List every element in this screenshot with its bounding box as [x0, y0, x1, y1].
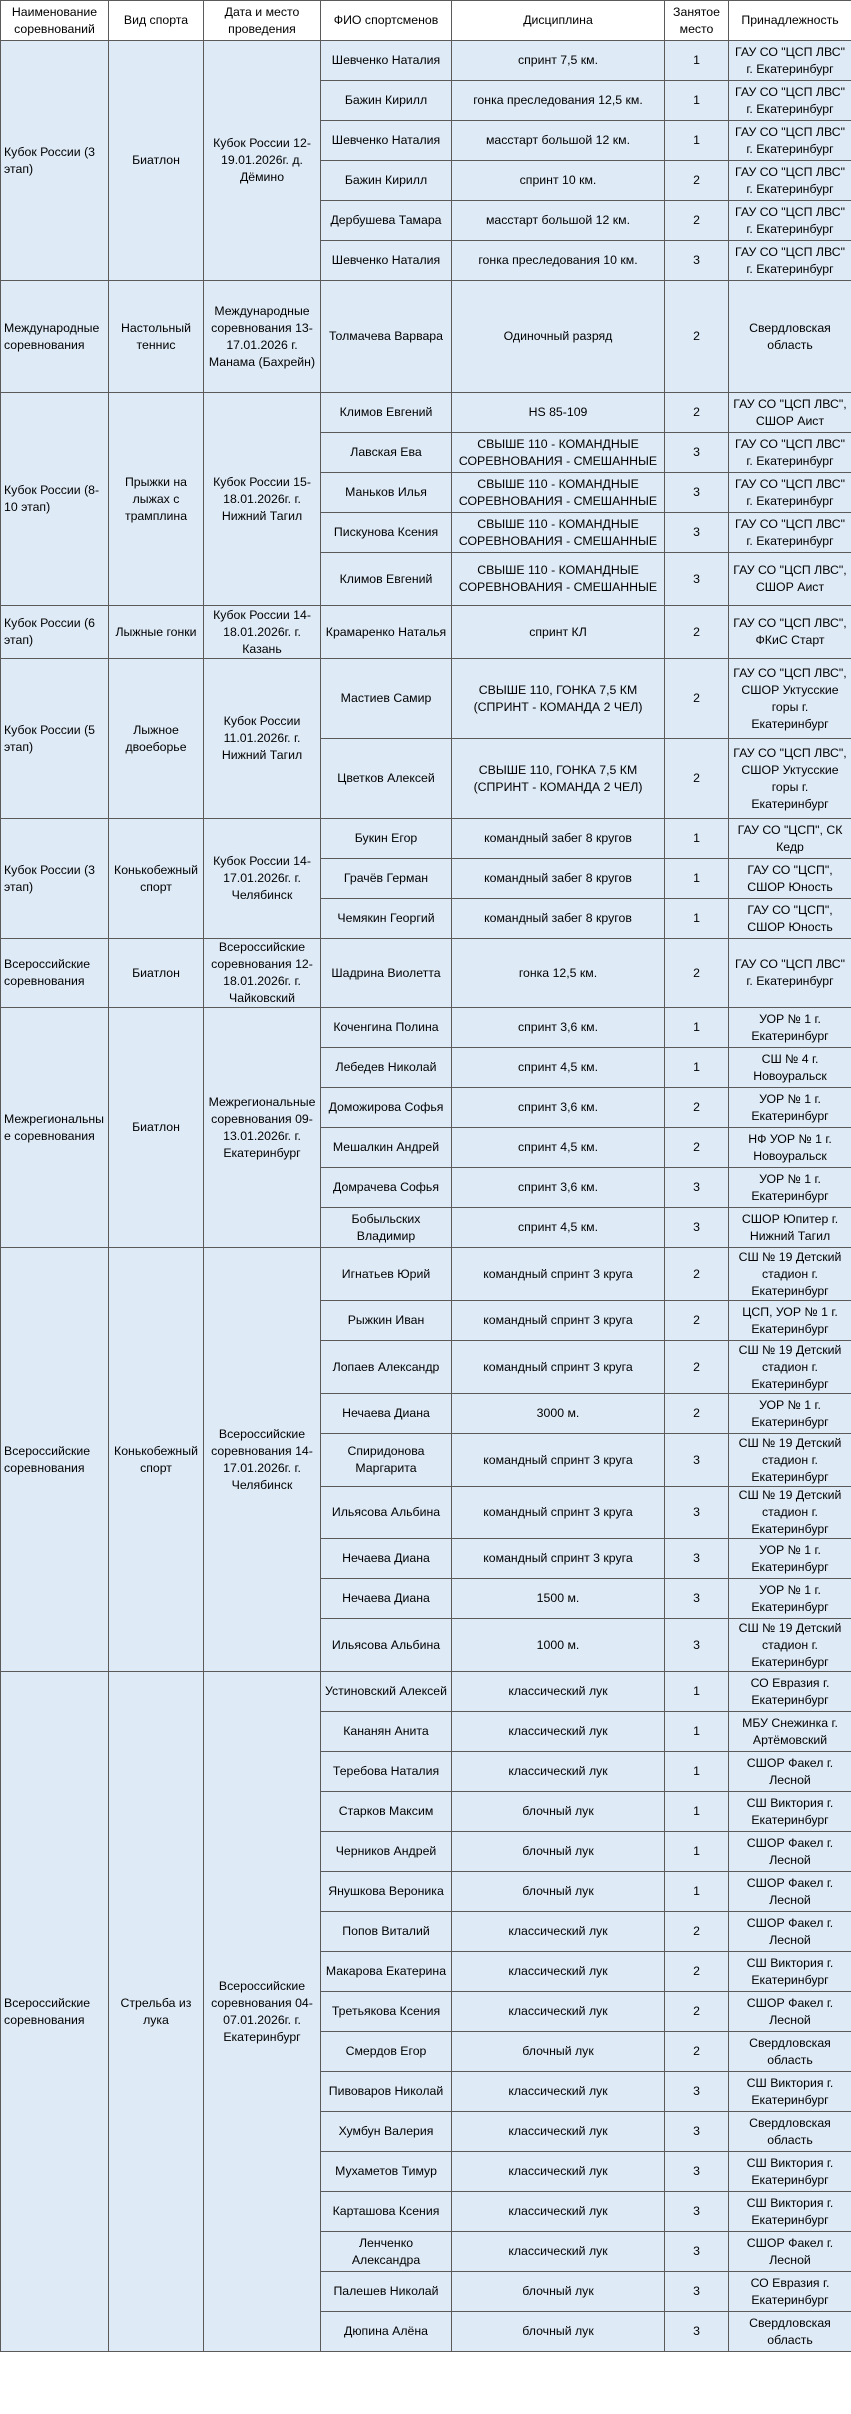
table-row: [1, 1672, 851, 1712]
place-cell: 1: [665, 121, 729, 161]
discipline-cell: гонка преследования 10 км.: [452, 241, 665, 281]
table-row: [1, 1248, 851, 1301]
place-cell: 2: [665, 606, 729, 659]
competition-cell: Всероссийские соревнования: [1, 1672, 109, 2352]
place-cell: 2: [665, 393, 729, 433]
discipline-cell: спринт 7,5 км.: [452, 41, 665, 81]
discipline-cell: командный забег 8 кругов: [452, 819, 665, 859]
athlete-cell: Янушкова Вероника: [321, 1872, 452, 1912]
athlete-cell: Кананян Анита: [321, 1712, 452, 1752]
place-cell: 3: [665, 241, 729, 281]
discipline-cell: СВЫШЕ 110 - КОМАНДНЫЕ СОРЕВНОВАНИЯ - СМЕШАННЫЕ: [452, 433, 665, 473]
organization-cell: ЦСП, УОР № 1 г. Екатеринбург: [729, 1301, 851, 1341]
athlete-cell: Ленченко Александра: [321, 2232, 452, 2272]
discipline-cell: командный забег 8 кругов: [452, 899, 665, 939]
organization-cell: СШ № 19 Детский стадион г. Екатеринбург: [729, 1434, 851, 1487]
organization-cell: МБУ Снежинка г. Артёмовский: [729, 1712, 851, 1752]
place-cell: 2: [665, 1341, 729, 1394]
athlete-cell: Нечаева Диана: [321, 1579, 452, 1619]
discipline-cell: СВЫШЕ 110, ГОНКА 7,5 КМ (СПРИНТ - КОМАНДА 2 ЧЕЛ): [452, 739, 665, 819]
place-cell: 2: [665, 2032, 729, 2072]
competition-cell: Кубок России (3 этап): [1, 41, 109, 281]
organization-cell: СШОР Факел г. Лесной: [729, 2232, 851, 2272]
sport-cell: Конькобежный спорт: [109, 1248, 204, 1672]
organization-cell: УОР № 1 г. Екатеринбург: [729, 1539, 851, 1579]
place-cell: 3: [665, 2112, 729, 2152]
organization-cell: СШ № 19 Детский стадион г. Екатеринбург: [729, 1248, 851, 1301]
place-cell: 3: [665, 1434, 729, 1487]
sport-cell: Настольный теннис: [109, 281, 204, 393]
place-cell: 3: [665, 2072, 729, 2112]
organization-cell: СШ Виктория г. Екатеринбург: [729, 2152, 851, 2192]
organization-cell: СШОР Факел г. Лесной: [729, 1872, 851, 1912]
discipline-cell: классический лук: [452, 1912, 665, 1952]
header-athlete: ФИО спортсменов: [321, 1, 452, 41]
athlete-cell: Цветков Алексей: [321, 739, 452, 819]
table-row: [1, 819, 851, 859]
sport-cell: Лыжные гонки: [109, 606, 204, 659]
dates-cell: Всероссийские соревнования 12-18.01.2026г. г. Чайковский: [204, 939, 321, 1008]
discipline-cell: спринт КЛ: [452, 606, 665, 659]
competition-cell: Международные соревнования: [1, 281, 109, 393]
athlete-cell: Черников Андрей: [321, 1832, 452, 1872]
athlete-cell: Пискунова Ксения: [321, 513, 452, 553]
athlete-cell: Мухаметов Тимур: [321, 2152, 452, 2192]
competition-cell: Кубок России (8-10 этап): [1, 393, 109, 606]
organization-cell: ГАУ СО "ЦСП ЛВС" г. Екатеринбург: [729, 201, 851, 241]
organization-cell: СШ Виктория г. Екатеринбург: [729, 2072, 851, 2112]
place-cell: 3: [665, 433, 729, 473]
place-cell: 2: [665, 739, 729, 819]
athlete-cell: Третьякова Ксения: [321, 1992, 452, 2032]
organization-cell: СШ Виктория г. Екатеринбург: [729, 2192, 851, 2232]
place-cell: 3: [665, 2272, 729, 2312]
place-cell: 2: [665, 659, 729, 739]
header-sport: Вид спорта: [109, 1, 204, 41]
discipline-cell: классический лук: [452, 2192, 665, 2232]
athlete-cell: Дербушева Тамара: [321, 201, 452, 241]
sport-cell: Биатлон: [109, 41, 204, 281]
athlete-cell: Бобыльских Владимир: [321, 1208, 452, 1248]
place-cell: 2: [665, 161, 729, 201]
place-cell: 1: [665, 1672, 729, 1712]
athlete-cell: Нечаева Диана: [321, 1394, 452, 1434]
discipline-cell: спринт 4,5 км.: [452, 1048, 665, 1088]
sport-cell: Стрельба из лука: [109, 1672, 204, 2352]
dates-cell: Кубок России 15-18.01.2026г. г. Нижний Тагил: [204, 393, 321, 606]
place-cell: 3: [665, 553, 729, 606]
organization-cell: СШ № 19 Детский стадион г. Екатеринбург: [729, 1619, 851, 1672]
place-cell: 1: [665, 1752, 729, 1792]
athlete-cell: Шевченко Наталия: [321, 241, 452, 281]
sport-cell: Лыжное двоеборье: [109, 659, 204, 819]
athlete-cell: Климов Евгений: [321, 553, 452, 606]
competition-cell: Межрегиональные соревнования: [1, 1008, 109, 1248]
place-cell: 3: [665, 1208, 729, 1248]
table-row: [1, 659, 851, 739]
discipline-cell: блочный лук: [452, 2032, 665, 2072]
place-cell: 1: [665, 1008, 729, 1048]
place-cell: 2: [665, 1394, 729, 1434]
discipline-cell: гонка преследования 12,5 км.: [452, 81, 665, 121]
discipline-cell: классический лук: [452, 1752, 665, 1792]
place-cell: 2: [665, 939, 729, 1008]
place-cell: 3: [665, 1539, 729, 1579]
organization-cell: ГАУ СО "ЦСП ЛВС" г. Екатеринбург: [729, 41, 851, 81]
competition-cell: Всероссийские соревнования: [1, 939, 109, 1008]
organization-cell: Свердловская область: [729, 2112, 851, 2152]
competition-cell: Всероссийские соревнования: [1, 1248, 109, 1672]
discipline-cell: 1000 м.: [452, 1619, 665, 1672]
discipline-cell: классический лук: [452, 1952, 665, 1992]
competition-cell: Кубок России (6 этап): [1, 606, 109, 659]
organization-cell: ГАУ СО "ЦСП", СК Кедр: [729, 819, 851, 859]
place-cell: 2: [665, 281, 729, 393]
organization-cell: ГАУ СО "ЦСП ЛВС" г. Екатеринбург: [729, 81, 851, 121]
organization-cell: ГАУ СО "ЦСП ЛВС" г. Екатеринбург: [729, 121, 851, 161]
place-cell: 1: [665, 1048, 729, 1088]
table-row: [1, 1008, 851, 1048]
results-body: [1, 41, 851, 2352]
discipline-cell: масстарт большой 12 км.: [452, 121, 665, 161]
competition-cell: Кубок России (3 этап): [1, 819, 109, 939]
organization-cell: ГАУ СО "ЦСП ЛВС", СШОР Уктусские горы г. Екатеринбург: [729, 659, 851, 739]
organization-cell: ГАУ СО "ЦСП ЛВС" г. Екатеринбург: [729, 433, 851, 473]
organization-cell: СО Евразия г. Екатеринбург: [729, 1672, 851, 1712]
organization-cell: СШ № 4 г. Новоуральск: [729, 1048, 851, 1088]
discipline-cell: командный спринт 3 круга: [452, 1301, 665, 1341]
place-cell: 3: [665, 1487, 729, 1539]
place-cell: 1: [665, 81, 729, 121]
place-cell: 3: [665, 2232, 729, 2272]
athlete-cell: Крамаренко Наталья: [321, 606, 452, 659]
organization-cell: Свердловская область: [729, 2312, 851, 2352]
discipline-cell: блочный лук: [452, 2272, 665, 2312]
athlete-cell: Лопаев Александр: [321, 1341, 452, 1394]
place-cell: 1: [665, 1832, 729, 1872]
organization-cell: ГАУ СО "ЦСП ЛВС", СШОР Уктусские горы г. Екатеринбург: [729, 739, 851, 819]
organization-cell: ГАУ СО "ЦСП ЛВС", СШОР Аист: [729, 393, 851, 433]
athlete-cell: Лебедев Николай: [321, 1048, 452, 1088]
sport-cell: Биатлон: [109, 1008, 204, 1248]
athlete-cell: Игнатьев Юрий: [321, 1248, 452, 1301]
athlete-cell: Доможирова Софья: [321, 1088, 452, 1128]
place-cell: 1: [665, 859, 729, 899]
place-cell: 2: [665, 201, 729, 241]
table-row: [1, 939, 851, 1008]
organization-cell: СШОР Факел г. Лесной: [729, 1752, 851, 1792]
discipline-cell: спринт 4,5 км.: [452, 1128, 665, 1168]
discipline-cell: спринт 3,6 км.: [452, 1008, 665, 1048]
organization-cell: СШОР Факел г. Лесной: [729, 1912, 851, 1952]
header-organization: Принадлежность: [729, 1, 851, 41]
table-row: [1, 606, 851, 659]
discipline-cell: командный спринт 3 круга: [452, 1487, 665, 1539]
athlete-cell: Смердов Егор: [321, 2032, 452, 2072]
athlete-cell: Палешев Николай: [321, 2272, 452, 2312]
organization-cell: ГАУ СО "ЦСП ЛВС" г. Екатеринбург: [729, 241, 851, 281]
organization-cell: СШОР Факел г. Лесной: [729, 1992, 851, 2032]
header-row: [1, 1, 851, 41]
organization-cell: СШОР Факел г. Лесной: [729, 1832, 851, 1872]
discipline-cell: блочный лук: [452, 1872, 665, 1912]
organization-cell: НФ УОР № 1 г. Новоуральск: [729, 1128, 851, 1168]
athlete-cell: Теребова Наталия: [321, 1752, 452, 1792]
discipline-cell: 3000 м.: [452, 1394, 665, 1434]
organization-cell: ГАУ СО "ЦСП ЛВС" г. Екатеринбург: [729, 473, 851, 513]
dates-cell: Международные соревнования 13-17.01.2026 г. Манама (Бахрейн): [204, 281, 321, 393]
organization-cell: СШОР Юпитер г. Нижний Тагил: [729, 1208, 851, 1248]
athlete-cell: Шевченко Наталия: [321, 121, 452, 161]
discipline-cell: классический лук: [452, 1992, 665, 2032]
place-cell: 1: [665, 1792, 729, 1832]
organization-cell: УОР № 1 г. Екатеринбург: [729, 1579, 851, 1619]
organization-cell: СШ № 19 Детский стадион г. Екатеринбург: [729, 1487, 851, 1539]
athlete-cell: Букин Егор: [321, 819, 452, 859]
athlete-cell: Бажин Кирилл: [321, 161, 452, 201]
dates-cell: Кубок России 12-19.01.2026г. д. Дёмино: [204, 41, 321, 281]
athlete-cell: Мешалкин Андрей: [321, 1128, 452, 1168]
discipline-cell: спринт 3,6 км.: [452, 1168, 665, 1208]
dates-cell: Кубок России 11.01.2026г. г. Нижний Тагил: [204, 659, 321, 819]
discipline-cell: блочный лук: [452, 2312, 665, 2352]
athlete-cell: Нечаева Диана: [321, 1539, 452, 1579]
place-cell: 1: [665, 41, 729, 81]
discipline-cell: классический лук: [452, 1672, 665, 1712]
discipline-cell: СВЫШЕ 110 - КОМАНДНЫЕ СОРЕВНОВАНИЯ - СМЕШАННЫЕ: [452, 513, 665, 553]
athlete-cell: Толмачева Варвара: [321, 281, 452, 393]
discipline-cell: классический лук: [452, 1712, 665, 1752]
organization-cell: УОР № 1 г. Екатеринбург: [729, 1168, 851, 1208]
athlete-cell: Домрачева Софья: [321, 1168, 452, 1208]
place-cell: 2: [665, 1912, 729, 1952]
place-cell: 3: [665, 1168, 729, 1208]
athlete-cell: Шевченко Наталия: [321, 41, 452, 81]
athlete-cell: Старков Максим: [321, 1792, 452, 1832]
discipline-cell: командный забег 8 кругов: [452, 859, 665, 899]
place-cell: 2: [665, 1248, 729, 1301]
athlete-cell: Пивоваров Николай: [321, 2072, 452, 2112]
discipline-cell: блочный лук: [452, 1792, 665, 1832]
discipline-cell: классический лук: [452, 2152, 665, 2192]
place-cell: 2: [665, 1301, 729, 1341]
place-cell: 3: [665, 1579, 729, 1619]
organization-cell: СШ Виктория г. Екатеринбург: [729, 1792, 851, 1832]
discipline-cell: командный спринт 3 круга: [452, 1539, 665, 1579]
athlete-cell: Карташова Ксения: [321, 2192, 452, 2232]
discipline-cell: спринт 4,5 км.: [452, 1208, 665, 1248]
sport-cell: Прыжки на лыжах с трамплина: [109, 393, 204, 606]
athlete-cell: Дюпина Алёна: [321, 2312, 452, 2352]
dates-cell: Межрегиональные соревнования 09-13.01.2026г. г. Екатеринбург: [204, 1008, 321, 1248]
place-cell: 2: [665, 1088, 729, 1128]
table-row: [1, 393, 851, 433]
organization-cell: ГАУ СО "ЦСП ЛВС" г. Екатеринбург: [729, 513, 851, 553]
discipline-cell: командный спринт 3 круга: [452, 1434, 665, 1487]
organization-cell: ГАУ СО "ЦСП ЛВС", СШОР Аист: [729, 553, 851, 606]
athlete-cell: Устиновский Алексей: [321, 1672, 452, 1712]
organization-cell: СШ Виктория г. Екатеринбург: [729, 1952, 851, 1992]
place-cell: 2: [665, 1952, 729, 1992]
athlete-cell: Грачёв Герман: [321, 859, 452, 899]
athlete-cell: Коченгина Полина: [321, 1008, 452, 1048]
athlete-cell: Хумбун Валерия: [321, 2112, 452, 2152]
organization-cell: ГАУ СО "ЦСП", СШОР Юность: [729, 859, 851, 899]
discipline-cell: классический лук: [452, 2232, 665, 2272]
place-cell: 1: [665, 1872, 729, 1912]
dates-cell: Всероссийские соревнования 04-07.01.2026г. г. Екатеринбург: [204, 1672, 321, 2352]
discipline-cell: командный спринт 3 круга: [452, 1341, 665, 1394]
dates-cell: Всероссийские соревнования 14-17.01.2026г. г. Челябинск: [204, 1248, 321, 1672]
place-cell: 3: [665, 2192, 729, 2232]
organization-cell: ГАУ СО "ЦСП ЛВС", ФКиС Старт: [729, 606, 851, 659]
table-row: [1, 41, 851, 81]
athlete-cell: Бажин Кирилл: [321, 81, 452, 121]
organization-cell: УОР № 1 г. Екатеринбург: [729, 1394, 851, 1434]
header-competition: Наименование соревнований: [1, 1, 109, 41]
organization-cell: Свердловская область: [729, 281, 851, 393]
discipline-cell: Одиночный разряд: [452, 281, 665, 393]
athlete-cell: Лавская Ева: [321, 433, 452, 473]
place-cell: 3: [665, 513, 729, 553]
athlete-cell: Макарова Екатерина: [321, 1952, 452, 1992]
sport-cell: Биатлон: [109, 939, 204, 1008]
place-cell: 1: [665, 899, 729, 939]
athlete-cell: Шадрина Виолетта: [321, 939, 452, 1008]
organization-cell: Свердловская область: [729, 2032, 851, 2072]
sport-cell: Конькобежный спорт: [109, 819, 204, 939]
athlete-cell: Маньков Илья: [321, 473, 452, 513]
organization-cell: ГАУ СО "ЦСП ЛВС" г. Екатеринбург: [729, 939, 851, 1008]
athlete-cell: Ильясова Альбина: [321, 1487, 452, 1539]
organization-cell: СШ № 19 Детский стадион г. Екатеринбург: [729, 1341, 851, 1394]
discipline-cell: командный спринт 3 круга: [452, 1248, 665, 1301]
organization-cell: СО Евразия г. Екатеринбург: [729, 2272, 851, 2312]
discipline-cell: блочный лук: [452, 1832, 665, 1872]
table-row: [1, 281, 851, 393]
header-dates: Дата и место проведения: [204, 1, 321, 41]
discipline-cell: СВЫШЕ 110, ГОНКА 7,5 КМ (СПРИНТ - КОМАНДА 2 ЧЕЛ): [452, 659, 665, 739]
discipline-cell: спринт 3,6 км.: [452, 1088, 665, 1128]
discipline-cell: СВЫШЕ 110 - КОМАНДНЫЕ СОРЕВНОВАНИЯ - СМЕШАННЫЕ: [452, 553, 665, 606]
header-discipline: Дисциплина: [452, 1, 665, 41]
organization-cell: УОР № 1 г. Екатеринбург: [729, 1008, 851, 1048]
place-cell: 2: [665, 1992, 729, 2032]
athlete-cell: Спиридонова Маргарита: [321, 1434, 452, 1487]
organization-cell: УОР № 1 г. Екатеринбург: [729, 1088, 851, 1128]
athlete-cell: Мастиев Самир: [321, 659, 452, 739]
athlete-cell: Рыжкин Иван: [321, 1301, 452, 1341]
place-cell: 3: [665, 1619, 729, 1672]
athlete-cell: Чемякин Георгий: [321, 899, 452, 939]
discipline-cell: масстарт большой 12 км.: [452, 201, 665, 241]
place-cell: 3: [665, 2152, 729, 2192]
dates-cell: Кубок России 14-18.01.2026г. г. Казань: [204, 606, 321, 659]
discipline-cell: классический лук: [452, 2072, 665, 2112]
competition-cell: Кубок России (5 этап): [1, 659, 109, 819]
place-cell: 2: [665, 1128, 729, 1168]
discipline-cell: классический лук: [452, 2112, 665, 2152]
organization-cell: ГАУ СО "ЦСП ЛВС" г. Екатеринбург: [729, 161, 851, 201]
discipline-cell: СВЫШЕ 110 - КОМАНДНЫЕ СОРЕВНОВАНИЯ - СМЕШАННЫЕ: [452, 473, 665, 513]
dates-cell: Кубок России 14-17.01.2026г. г. Челябинск: [204, 819, 321, 939]
place-cell: 3: [665, 2312, 729, 2352]
discipline-cell: HS 85-109: [452, 393, 665, 433]
place-cell: 1: [665, 1712, 729, 1752]
athlete-cell: Климов Евгений: [321, 393, 452, 433]
organization-cell: ГАУ СО "ЦСП", СШОР Юность: [729, 899, 851, 939]
athlete-cell: Попов Виталий: [321, 1912, 452, 1952]
place-cell: 3: [665, 473, 729, 513]
discipline-cell: 1500 м.: [452, 1579, 665, 1619]
place-cell: 1: [665, 819, 729, 859]
discipline-cell: спринт 10 км.: [452, 161, 665, 201]
header-place: Занятое место: [665, 1, 729, 41]
athlete-cell: Ильясова Альбина: [321, 1619, 452, 1672]
discipline-cell: гонка 12,5 км.: [452, 939, 665, 1008]
